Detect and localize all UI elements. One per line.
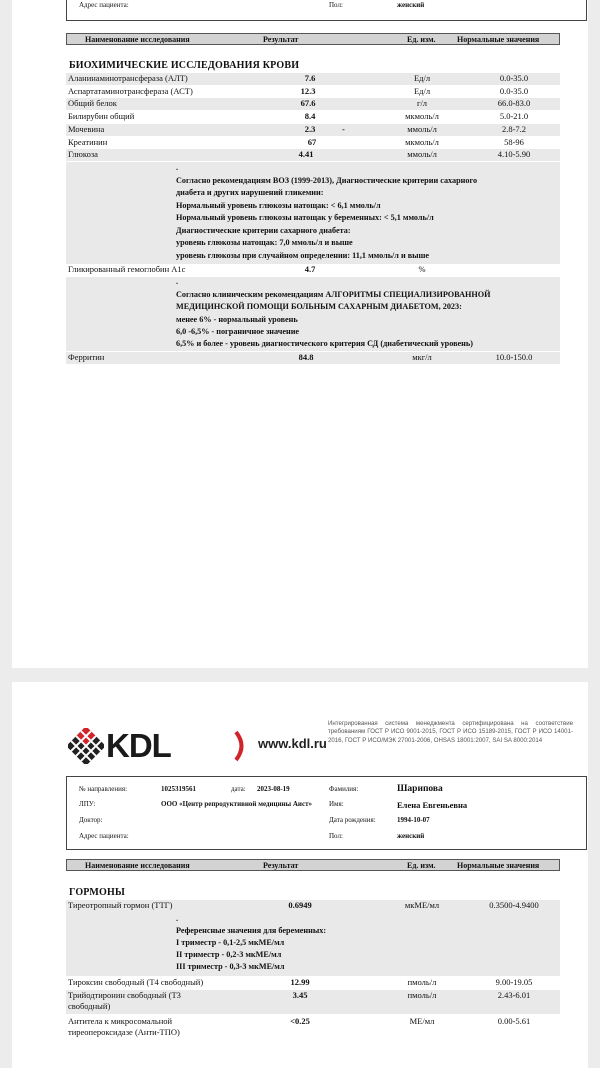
- test-unit: мкмоль/л: [405, 111, 439, 121]
- name-value: Елена Евгеньевна: [397, 800, 468, 810]
- patient-info-box: [66, 776, 587, 850]
- report-page-2: [12, 682, 588, 1068]
- test-name: Билирубин общий: [68, 111, 135, 121]
- test-name: Гликированный гемоглобин А1с: [68, 264, 186, 274]
- test-result: 8.4: [304, 111, 316, 121]
- col-name-header: Наименование исследования: [85, 35, 190, 44]
- result-row-ft4: [66, 977, 560, 989]
- test-norm: 4.10-5.90: [497, 149, 531, 159]
- lpu-value: ООО «Центр репродуктивной медицины Аист»: [161, 800, 313, 808]
- col-result-header: Результат: [263, 861, 299, 870]
- comment-line: I триместр - 0,1-2,5 мкМЕ/мл: [176, 938, 285, 947]
- glucose-comment: [66, 162, 560, 264]
- kdl-logo-text: KDL: [106, 727, 171, 764]
- comment-line: уровень глюкозы натощак: 7,0 ммоль/л и выше: [176, 238, 353, 247]
- test-name: Общий белок: [68, 98, 117, 108]
- result-row: [66, 124, 560, 136]
- test-norm: 2.8-7.2: [501, 124, 527, 134]
- test-unit: мкМЕ/мл: [404, 900, 440, 910]
- col-unit-header: Ед. изм.: [407, 35, 436, 44]
- address-label: Адрес пациента:: [79, 1, 129, 9]
- result-row: [66, 149, 560, 161]
- comment-line: Диагностические критерии сахарного диабета:: [176, 226, 351, 235]
- test-result: 84.8: [298, 352, 314, 362]
- referral-value: 1025319561: [161, 785, 196, 793]
- test-unit: ммоль/л: [407, 149, 437, 159]
- result-row: [66, 73, 560, 85]
- comment-line: диабета и других нарушений гликемии:: [176, 188, 324, 197]
- test-result: 67: [307, 137, 317, 147]
- test-norm: 5.0-21.0: [499, 111, 529, 121]
- result-row-ft3: [66, 990, 560, 1014]
- sex-value: женский: [397, 1, 425, 9]
- comment-line: Согласно клиническим рекомендациям АЛГОРИТМЫ СПЕЦИАЛИЗИРОВАННОЙ: [176, 290, 491, 299]
- test-norm: 9.00-19.05: [495, 977, 533, 987]
- comment-line: 6,0 -6,5% - пограничное значение: [176, 327, 300, 336]
- test-name-continued: свободный): [68, 1001, 111, 1011]
- test-name: Тиреотропный гормон (ТТГ): [68, 900, 173, 910]
- comment-line: Согласно рекомендациям ВОЗ (1999-2013), Диагностические критерии сахарного: [176, 176, 478, 185]
- test-result: 3.45: [292, 990, 308, 1000]
- date-value: 2023-08-19: [257, 785, 290, 793]
- test-unit: пмоль/л: [407, 977, 437, 987]
- test-norm: 66.0-83.0: [497, 98, 531, 108]
- surname-value: Шарипова: [397, 784, 443, 794]
- test-unit: мкмоль/л: [405, 137, 439, 147]
- test-name: Аланинаминотрансфераза (АЛТ): [68, 73, 188, 83]
- comment-line: 6,5% и более - уровень диагностического критерия СД (диабетический уровень): [176, 339, 473, 348]
- comment-line: Референсные значения для беременных:: [176, 926, 327, 935]
- doctor-label: Доктор:: [79, 816, 103, 824]
- col-name-header: Наименование исследования: [85, 861, 190, 870]
- test-unit: Ед/л: [413, 86, 431, 96]
- test-unit: ммоль/л: [407, 124, 437, 134]
- result-row: [66, 137, 560, 149]
- result-row: [66, 98, 560, 110]
- test-norm: 0.0-35.0: [499, 86, 529, 96]
- col-result-header: Результат: [263, 35, 299, 44]
- test-norm: 0.3500-4.9400: [489, 900, 539, 910]
- col-unit-header: Ед. изм.: [407, 861, 436, 870]
- test-name: Тироксин свободный (Т4 свободный): [68, 977, 204, 987]
- address-label: Адрес пациента:: [79, 832, 129, 840]
- sex-value: женский: [397, 832, 425, 840]
- test-name-continued: тиреопероксидазе (Анти-ТПО): [68, 1027, 180, 1037]
- test-result: 0.6949: [288, 900, 312, 910]
- comment-line: уровень глюкозы при случайном определении: 11,1 ммоль/л и выше: [176, 251, 430, 260]
- sex-label: Пол:: [329, 832, 343, 840]
- result-row: [66, 86, 560, 98]
- test-result: 12.3: [300, 86, 316, 96]
- comment-line: .: [176, 277, 179, 286]
- sex-label: Пол:: [329, 1, 343, 9]
- test-norm: 2.43-6.01: [497, 990, 531, 1000]
- test-name: Ферритин: [68, 352, 105, 362]
- birthdate-value: 1994-10-07: [397, 816, 430, 824]
- name-label: Имя:: [329, 800, 344, 808]
- test-result: 67.6: [300, 98, 316, 108]
- surname-label: Фамилия:: [329, 785, 359, 793]
- test-name: Креатинин: [68, 137, 108, 147]
- test-result: 12.99: [290, 977, 310, 987]
- result-row: [66, 111, 560, 123]
- col-norm-header: Нормальные значения: [457, 35, 540, 44]
- test-result: 2.3: [304, 124, 316, 134]
- test-norm: 10.0-150.0: [495, 352, 533, 362]
- test-norm: 0.0-35.0: [499, 73, 529, 83]
- result-row-tsh: [66, 900, 560, 913]
- test-unit: МЕ/мл: [409, 1016, 435, 1026]
- section-title-hormones: ГОРМОНЫ: [69, 887, 126, 898]
- comment-line: II триместр - 0,2-3 мкМЕ/мл: [176, 950, 282, 959]
- result-row-anti-tpo: [66, 1016, 560, 1040]
- report-page-1: [12, 0, 588, 668]
- test-unit: мкг/л: [412, 352, 432, 362]
- test-result: 7.6: [304, 73, 316, 83]
- test-name: Аспартатаминотрансфераза (АСТ): [68, 86, 193, 96]
- test-result: 4.41: [298, 149, 314, 159]
- referral-label: № направления:: [79, 785, 128, 793]
- patient-info-box-fragment: [66, 0, 587, 21]
- kdl-emblem-icon: [68, 728, 104, 764]
- hba1c-comment: [66, 277, 560, 351]
- website-link[interactable]: www.kdl.ru: [258, 736, 327, 751]
- comment-line: Нормальный уровень глюкозы натощак: < 6,1 ммоль/л: [176, 201, 381, 210]
- section-title-biochemistry: БИОХИМИЧЕСКИЕ ИССЛЕДОВАНИЯ КРОВИ: [69, 60, 300, 71]
- comment-line: III триместр - 0,3-3 мкМЕ/мл: [176, 962, 285, 971]
- test-unit: пмоль/л: [407, 990, 437, 1000]
- comment-line: менее 6% - нормальный уровень: [176, 315, 298, 324]
- comment-line: Нормальный уровень глюкозы натощак у беременных: < 5,1 ммоль/л: [176, 213, 434, 222]
- test-unit: г/л: [416, 98, 428, 108]
- birthdate-label: Дата рождения:: [329, 816, 376, 824]
- test-unit: %: [418, 264, 426, 274]
- comment-line: МЕДИЦИНСКОЙ ПОМОЩИ БОЛЬНЫМ САХАРНЫМ ДИАБЕТОМ, 2023:: [176, 302, 462, 311]
- lpu-label: ЛПУ:: [79, 800, 96, 808]
- col-norm-header: Нормальные значения: [457, 861, 540, 870]
- result-row-hba1c: [66, 264, 560, 276]
- results-table-header: [66, 859, 560, 871]
- result-row-ferritin: [66, 352, 560, 364]
- test-norm: 0.00-5.61: [497, 1016, 531, 1026]
- test-result: 4.7: [304, 264, 316, 274]
- test-unit: Ед/л: [413, 73, 431, 83]
- comment-line: .: [176, 914, 179, 923]
- test-name: Мочевина: [68, 124, 105, 134]
- out-of-range-flag: -: [342, 124, 345, 134]
- results-table-header: [66, 33, 560, 45]
- test-norm: 58-96: [504, 137, 524, 147]
- test-name: Трийодтиронин свободный (Т3: [68, 990, 181, 1000]
- date-label: дата:: [231, 785, 246, 793]
- certification-text: Интегрированная система менеджмента сертифицирована на соответствие требованиям ГОСТ Р ИСО 9001-2015, ГОСТ Р ИСО 15189-2015, ГОСТ Р ИСО 14001-2016, ГОСТ Р ИСО/МЭК 27001-2006, OHSAS 18001:2007, SAI SA 8000:2014: [328, 720, 573, 744]
- test-name: Глюкоза: [68, 149, 98, 159]
- test-name: Антитела к микросомальной: [68, 1016, 173, 1026]
- kdl-bracket-icon: [234, 730, 248, 762]
- tsh-pregnancy-comment: [66, 913, 560, 976]
- comment-line: .: [176, 163, 179, 172]
- test-result: <0.25: [290, 1016, 310, 1026]
